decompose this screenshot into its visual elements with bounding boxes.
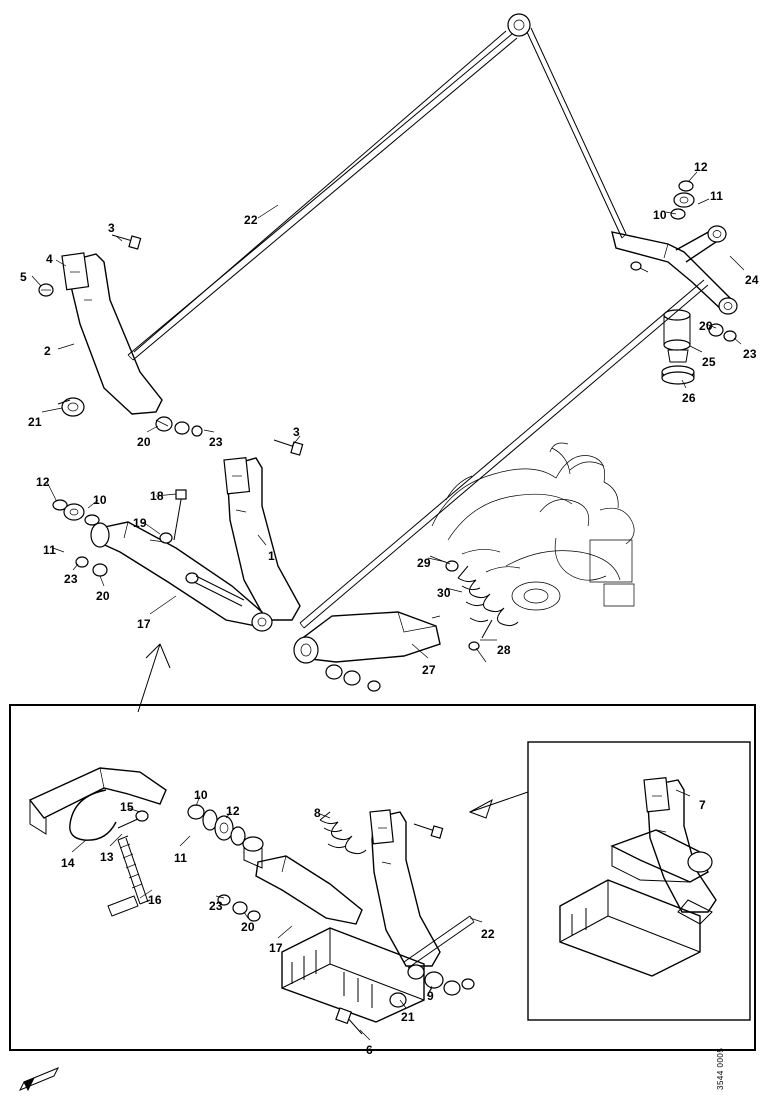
- callout-12-detail: 12: [226, 804, 240, 818]
- callout-21: 21: [28, 415, 42, 429]
- rod-22-lower: [300, 280, 708, 628]
- rocker-27: [294, 612, 440, 691]
- detail-callout-connector: [138, 644, 170, 712]
- callout-18: 18: [150, 489, 164, 503]
- callout-17: 17: [137, 617, 151, 631]
- ghost-machine-body: [432, 443, 634, 610]
- callout-21-detail: 21: [401, 1010, 415, 1024]
- callout-10-upper: 10: [653, 208, 667, 222]
- rod-22-upper: [128, 14, 626, 360]
- callout-27: 27: [422, 663, 436, 677]
- callout-6: 6: [366, 1043, 373, 1057]
- direction-arrow: [20, 1068, 58, 1090]
- callout-13: 13: [100, 850, 114, 864]
- callout-12-upper: 12: [694, 160, 708, 174]
- callout-4: 4: [46, 252, 53, 266]
- callout-11-detail: 11: [174, 851, 188, 865]
- callout-20: 20: [137, 435, 151, 449]
- callout-23-left: 23: [64, 572, 78, 586]
- callout-20-detail: 20: [241, 920, 255, 934]
- lower-detail-assembly: [30, 768, 482, 1040]
- callout-29: 29: [417, 556, 431, 570]
- callout-7: 7: [699, 798, 706, 812]
- callout-2: 2: [44, 344, 51, 358]
- drawing-part-code: 3544 0005: [716, 1047, 725, 1090]
- callout-28: 28: [497, 643, 511, 657]
- callout-30: 30: [437, 586, 451, 600]
- callout-25: 25: [702, 355, 716, 369]
- callout-26: 26: [682, 391, 696, 405]
- inset-detail-assembly: [560, 778, 716, 976]
- callout-10-left: 10: [93, 493, 107, 507]
- callout-22-detail: 22: [481, 927, 495, 941]
- callout-17-detail: 17: [269, 941, 283, 955]
- callout-22: 22: [244, 213, 258, 227]
- callout-10-detail: 10: [194, 788, 208, 802]
- bellcrank-right-upper: [612, 181, 737, 384]
- callout-23-right: 23: [743, 347, 757, 361]
- callout-5: 5: [20, 270, 27, 284]
- pedal-arm-1: [224, 440, 303, 620]
- callout-1: 1: [268, 549, 275, 563]
- callout-9: 9: [427, 989, 434, 1003]
- callout-23: 23: [209, 435, 223, 449]
- lower-detail-frame: [10, 705, 755, 1050]
- callout-19: 19: [133, 516, 147, 530]
- callout-11-left: 11: [43, 543, 57, 557]
- callout-20-right: 20: [699, 319, 713, 333]
- callout-12-left: 12: [36, 475, 50, 489]
- callout-15: 15: [120, 800, 134, 814]
- callout-3-mid: 3: [293, 425, 300, 439]
- callout-20-left: 20: [96, 589, 110, 603]
- callout-16: 16: [148, 893, 162, 907]
- callout-3: 3: [108, 221, 115, 235]
- callout-14: 14: [61, 856, 75, 870]
- pedal-arm-2: [39, 235, 202, 436]
- callout-8: 8: [314, 806, 321, 820]
- callout-11-upper: 11: [710, 189, 724, 203]
- callout-24: 24: [745, 273, 759, 287]
- callout-23-detail: 23: [209, 899, 223, 913]
